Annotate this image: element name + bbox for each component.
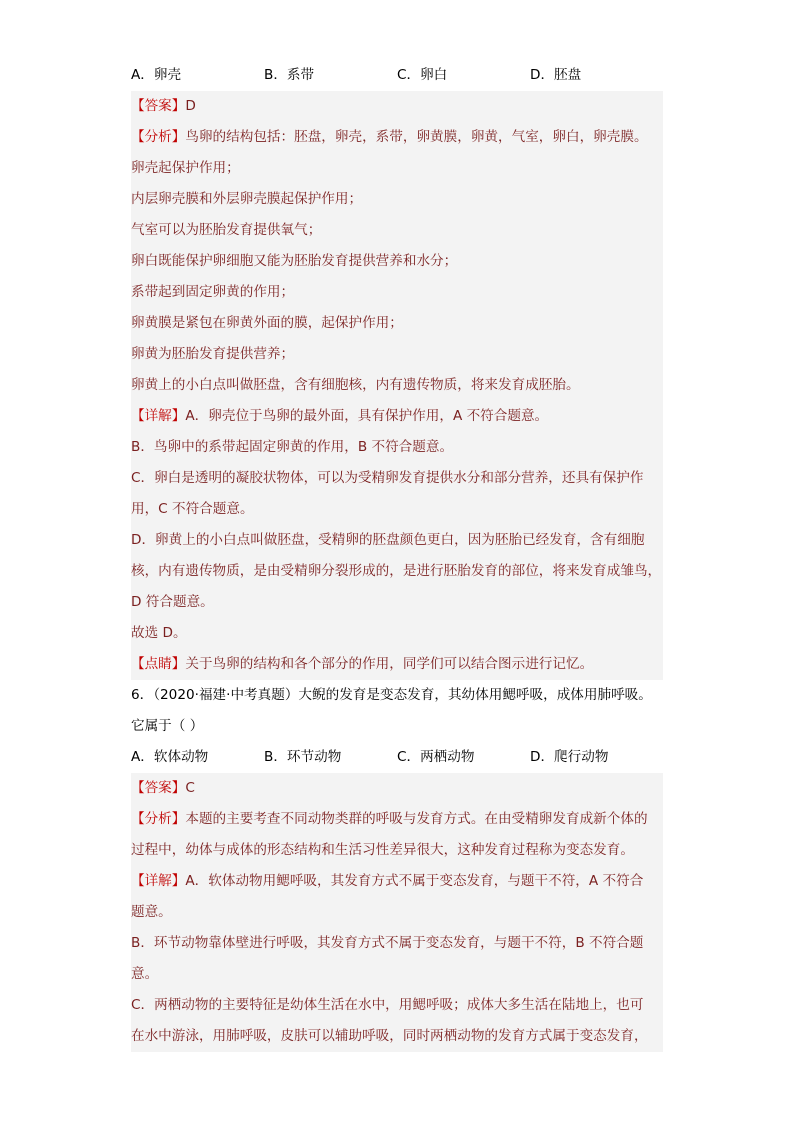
q6-option-a: A．软体动物 <box>131 749 209 765</box>
document-page <box>131 60 663 1052</box>
q5-option-d: D．胚盘 <box>530 67 582 83</box>
q5-analysis-line: 卵壳起保护作用； <box>131 153 663 184</box>
q5-analysis-line: 卵白既能保护卵细胞又能为胚胎发育提供营养和水分； <box>131 246 663 277</box>
answer-tag: 【答案】 <box>131 98 186 114</box>
q5-detail-line: D 符合题意。 <box>131 587 663 618</box>
q5-analysis-line: 内层卵壳膜和外层卵壳膜起保护作用； <box>131 184 663 215</box>
q5-option-b: B．系带 <box>264 67 315 83</box>
q6-analysis-line <box>131 804 663 835</box>
q6-option-b: B．环节动物 <box>264 749 342 765</box>
q5-analysis-line: 系带起到固定卵黄的作用； <box>131 277 663 308</box>
q5-detail-line: 用，C 不符合题意。 <box>131 494 663 525</box>
q6-option-c: C．两栖动物 <box>397 749 475 765</box>
detail-tag: 【详解】 <box>131 873 186 889</box>
q5-detail-line: 核，内有遗传物质，是由受精卵分裂形成的，是进行胚胎发育的部位，将来发育成雏鸟， <box>131 556 663 587</box>
q5-detail-line: C．卵白是透明的凝胶状物体，可以为受精卵发育提供水分和部分营养，还具有保护作 <box>131 463 663 494</box>
answer-value: D <box>185 98 196 114</box>
q6-detail-line: 题意。 <box>131 897 663 928</box>
analysis-tag: 【分析】 <box>131 129 186 145</box>
answer-tag: 【答案】 <box>131 780 186 796</box>
analysis-text: 本题的主要考查不同动物类群的呼吸与发育方式。在由受精卵发育成新个体的 <box>185 811 648 827</box>
q6-detail-line: B．环节动物靠体壁进行呼吸，其发育方式不属于变态发育，与题干不符，B 不符合题 <box>131 928 663 959</box>
answer-value: C <box>185 780 195 796</box>
q5-detail-line <box>131 401 663 432</box>
q5-detail-line: B．鸟卵中的系带起固定卵黄的作用，B 不符合题意。 <box>131 432 663 463</box>
q6-detail-line: C．两栖动物的主要特征是幼体生活在水中，用鳃呼吸；成体大多生活在陆地上，也可 <box>131 990 663 1021</box>
q5-detail-line: D．卵黄上的小白点叫做胚盘，受精卵的胚盘颜色更白，因为胚胎已经发育，含有细胞 <box>131 525 663 556</box>
q5-analysis-line <box>131 122 663 153</box>
comment-tag: 【点睛】 <box>131 656 186 672</box>
analysis-tag: 【分析】 <box>131 811 186 827</box>
q6-option-d: D．爬行动物 <box>530 749 609 765</box>
q6-analysis-line: 过程中，幼体与成体的形态结构和生活习性差异很大，这种发育过程称为变态发育。 <box>131 835 663 866</box>
q5-analysis-line: 卵黄膜是紧包在卵黄外面的膜，起保护作用； <box>131 308 663 339</box>
q6-detail-line: 意。 <box>131 959 663 990</box>
q5-analysis-line: 卵黄上的小白点叫做胚盘，含有细胞核，内有遗传物质，将来发育成胚胎。 <box>131 370 663 401</box>
q6-detail-line: 在水中游泳，用肺呼吸，皮肤可以辅助呼吸，同时两栖动物的发育方式属于变态发育， <box>131 1021 663 1052</box>
detail-text: A．软体动物用鳃呼吸，其发育方式不属于变态发育，与题干不符，A 不符合 <box>185 873 644 889</box>
q5-detail-line: 故选 D。 <box>131 618 663 649</box>
q5-analysis-line: 卵黄为胚胎发育提供营养； <box>131 339 663 370</box>
q6-stem-line: 它属于（ ） <box>131 718 204 734</box>
q6-detail-line <box>131 866 663 897</box>
q6-answer <box>131 773 663 804</box>
q5-comment <box>131 649 663 680</box>
q5-answer <box>131 91 663 122</box>
q6-options <box>131 742 663 773</box>
q6-stem-line: 6．（2020·福建·中考真题）大鲵的发育是变态发育，其幼体用鳃呼吸，成体用肺呼吸。 <box>131 687 652 703</box>
q5-options <box>131 60 663 91</box>
q5-analysis-line: 气室可以为胚胎发育提供氧气； <box>131 215 663 246</box>
detail-tag: 【详解】 <box>131 408 186 424</box>
analysis-text: 鸟卵的结构包括：胚盘，卵壳，系带，卵黄膜，卵黄，气室，卵白，卵壳膜。 <box>185 129 648 145</box>
comment-text: 关于鸟卵的结构和各个部分的作用，同学们可以结合图示进行记忆。 <box>185 656 594 672</box>
q5-option-a: A．卵壳 <box>131 67 182 83</box>
detail-text: A．卵壳位于鸟卵的最外面，具有保护作用，A 不符合题意。 <box>185 408 549 424</box>
q5-option-c: C．卵白 <box>397 67 448 83</box>
